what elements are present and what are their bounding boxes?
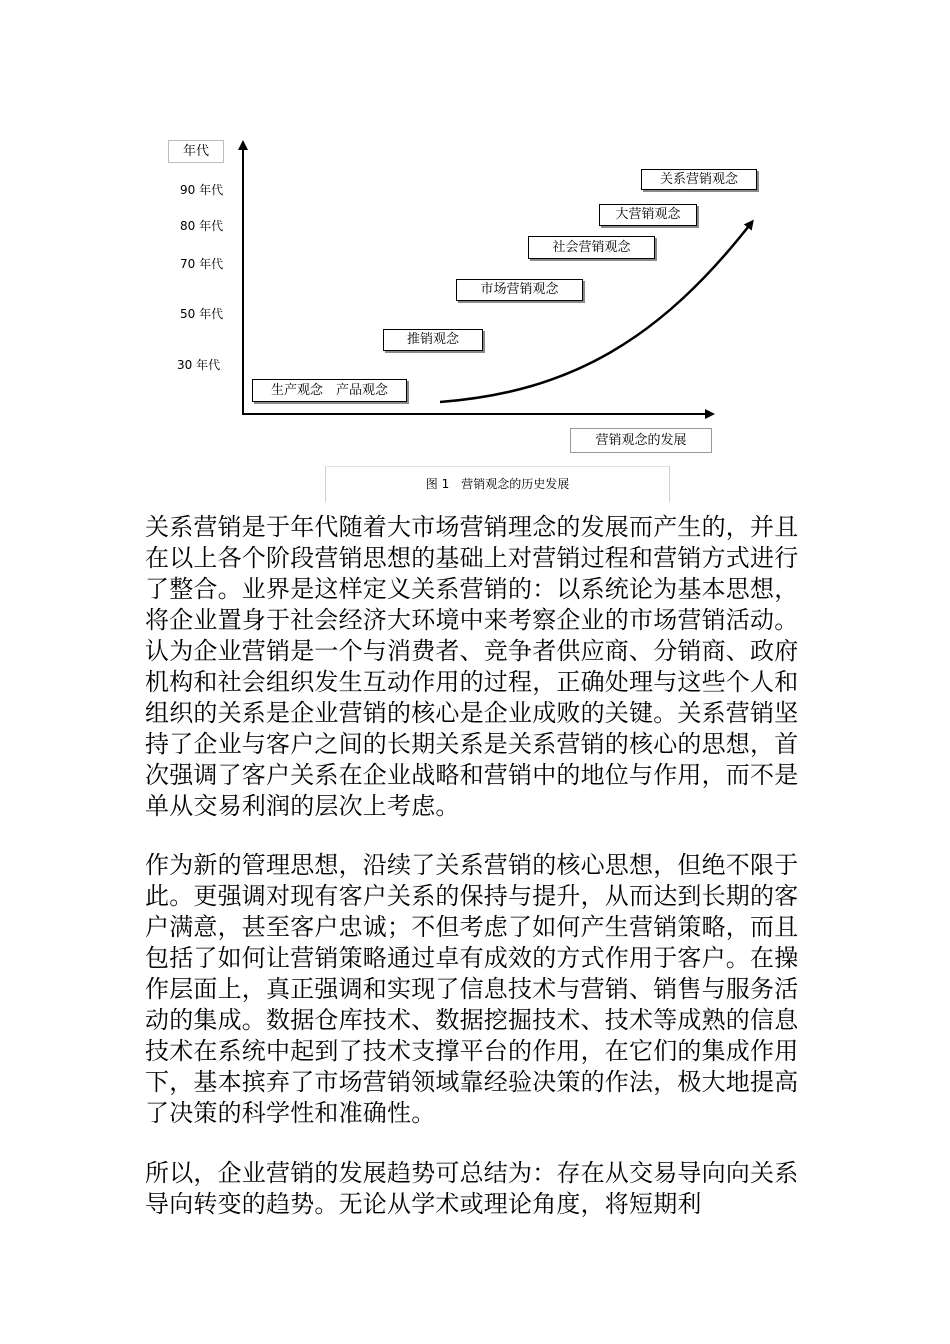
marketing-evolution-figure — [0, 0, 950, 505]
y-tick-90s: 90 年代 — [180, 183, 224, 197]
y-tick-80s: 80 年代 — [180, 219, 224, 233]
x-axis-label: 营销观念的发展 — [570, 428, 712, 453]
stage-marketing: 市场营销观念 — [456, 279, 583, 301]
stage-production-product: 生产观念 产品观念 — [252, 379, 407, 402]
figure-caption: 图 1 营销观念的历史发展 — [325, 466, 670, 502]
y-axis-title: 年代 — [168, 140, 224, 163]
stage-selling: 推销观念 — [383, 329, 483, 351]
stage-relationship-marketing: 关系营销观念 — [641, 169, 757, 190]
body-paragraph-1: 关系营销是于年代随着大市场营销理念的发展而产生的，并且在以上各个阶段营销思想的基础上对营销过程和营销方式进行了整合。业界是这样定义关系营销的：以系统论为基本思想，将企业置身于社会经济大环境中来考察企业的市场营销活动。认为企业营销是一个与消费者、竞争者供应商、分销商、政府机构和社会组织发生互动作用的过程，正确处理与这些个人和组织的关系是企业营销的核心是企业成败的关键。关系营销坚持了企业与客户之间的长期关系是关系营销的核心的思想，首次强调了客户关系在企业战略和营销中的地位与作用，而不是单从交易利润的层次上考虑。 — [145, 513, 799, 820]
stage-social-marketing: 社会营销观念 — [528, 236, 655, 259]
stage-mega-marketing: 大营销观念 — [599, 204, 697, 226]
figure-axes — [0, 0, 950, 505]
y-tick-70s: 70 年代 — [180, 257, 224, 271]
body-paragraph-2: 作为新的管理思想，沿续了关系营销的核心思想，但绝不限于此。更强调对现有客户关系的保持与提升，从而达到长期的客户满意，甚至客户忠诚；不但考虑了如何产生营销策略，而且包括了如何让营销策略通过卓有成效的方式作用于客户。在操作层面上，真正强调和实现了信息技术与营销、销售与服务活动的集成。数据仓库技术、数据挖掘技术、技术等成熟的信息技术在系统中起到了技术支撑平台的作用，在它们的集成作用下，基本摈弃了市场营销领域靠经验决策的作法，极大地提高了决策的科学性和准确性。 — [145, 851, 799, 1127]
body-paragraph-3: 所以，企业营销的发展趋势可总结为：存在从交易导向向关系导向转变的趋势。无论从学术或理论角度，将短期利 — [145, 1159, 799, 1218]
y-tick-50s: 50 年代 — [180, 307, 224, 321]
y-tick-30s: 30 年代 — [177, 358, 221, 372]
